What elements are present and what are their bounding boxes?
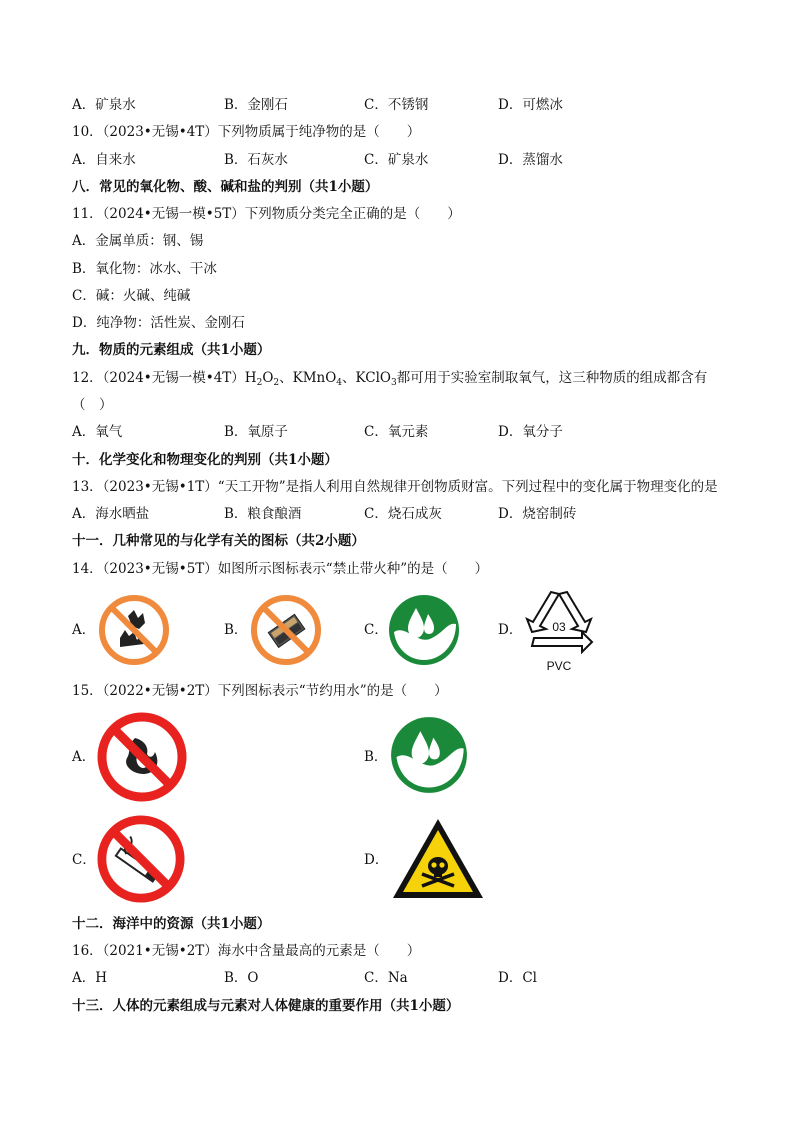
q9-option-b[interactable]: B．金刚石 [224,97,288,113]
q16-stem: 16．（2021•无锡•2T）海水中含量最高的元素是（ ） [72,943,421,959]
q12-subscript: 4 [336,378,343,388]
q10-option-b[interactable]: B．石灰水 [224,152,288,168]
q11-option-b[interactable]: B．氧化物：冰水、干冰 [72,261,217,277]
section-9-heading: 九．物质的元素组成（共1小题） [72,342,271,358]
q10-option-d[interactable]: D．蒸馏水 [498,152,563,168]
q11-option-c[interactable]: C．碱：火碱、纯碱 [72,288,191,304]
recycle-material-text: PVC [546,659,572,673]
q13-stem: 13．（2023•无锡•1T）“天工开物”是指人利用自然规律开创物质财富。下列过程中的变化属于物理变化的是 [72,479,718,495]
section-13-heading: 十三．人体的元素组成与元素对人体健康的重要作用（共1小题） [72,998,460,1014]
q10-option-a[interactable]: A．自来水 [72,152,136,168]
recycle-pvc-icon[interactable] [522,590,596,674]
q15-label-b[interactable]: B． [364,749,388,765]
q16-option-c[interactable]: C．Na [364,970,408,986]
q12-stem [72,369,707,392]
q12-subscript: 2 [256,378,263,388]
q14-label-c[interactable]: C． [364,622,388,638]
section-12-heading: 十二．海洋中的资源（共1小题） [72,916,271,932]
q15-label-c[interactable]: C． [72,852,96,868]
q12-formula-part: O [262,370,274,386]
q9-option-d[interactable]: D．可燃冰 [498,97,563,113]
q11-stem: 11．（2024•无锡一模•5T）下列物质分类完全正确的是（ ） [72,206,461,222]
q14-label-d[interactable]: D． [498,622,523,638]
q12-option-d[interactable]: D．氧分子 [498,424,563,440]
no-fire-source-sign-icon[interactable] [98,594,170,666]
water-saving-sign-icon[interactable] [390,716,468,794]
q9-option-a[interactable]: A．矿泉水 [72,97,136,113]
q12-stem-suffix: 都可用于实验室制取氧气，这三种物质的组成都含有 [396,370,708,386]
q12-option-a[interactable]: A．氧气 [72,424,123,440]
q14-label-a[interactable]: A． [72,622,96,638]
water-saving-sign-icon[interactable] [388,594,460,666]
q12-subscript: 2 [273,378,280,388]
toxic-warning-sign-icon[interactable] [390,816,486,902]
q16-option-a[interactable]: A．H [72,970,108,986]
q13-option-d[interactable]: D．烧窑制砖 [498,506,577,522]
q12-formula-part: 、KMnO [279,370,337,386]
q12-option-c[interactable]: C．氧元素 [364,424,429,440]
q16-option-d[interactable]: D．Cl [498,970,537,986]
no-smoking-sign-icon[interactable] [97,815,185,903]
no-matches-sign-icon[interactable] [250,594,322,666]
q11-option-d[interactable]: D．纯净物：活性炭、金刚石 [72,315,245,331]
recycle-code-text: 03 [552,620,566,634]
q12-formula-part: 、KClO [342,370,391,386]
q15-stem: 15．（2022•无锡•2T）下列图标表示“节约用水”的是（ ） [72,683,448,699]
q11-option-a[interactable]: A．金属单质：钢、锡 [72,233,204,249]
q13-option-b[interactable]: B．粮食酿酒 [224,506,302,522]
q9-option-c[interactable]: C．不锈钢 [364,97,429,113]
q12-answer-blank: （ ） [72,397,113,413]
section-10-heading: 十．化学变化和物理变化的判别（共1小题） [72,452,338,468]
q13-option-c[interactable]: C．烧石成灰 [364,506,442,522]
q15-label-d[interactable]: D． [364,852,389,868]
q10-stem: 10．（2023•无锡•4T）下列物质属于纯净物的是（ ） [72,124,421,140]
q14-label-b[interactable]: B． [224,622,248,638]
no-fire-sign-icon[interactable] [97,712,187,802]
q14-stem: 14．（2023•无锡•5T）如图所示图标表示“禁止带火种”的是（ ） [72,561,489,577]
q12-option-b[interactable]: B．氧原子 [224,424,288,440]
q12-subscript: 3 [390,378,397,388]
q12-stem-prefix: 12．（2024•无锡一模•4T）H [72,370,257,386]
q16-option-b[interactable]: B．O [224,970,259,986]
q15-label-a[interactable]: A． [72,749,96,765]
q10-option-c[interactable]: C．矿泉水 [364,152,429,168]
section-11-heading: 十一．几种常见的与化学有关的图标（共2小题） [72,533,365,549]
section-8-heading: 八．常见的氧化物、酸、碱和盐的判别（共1小题） [72,179,379,195]
q13-option-a[interactable]: A．海水晒盐 [72,506,150,522]
